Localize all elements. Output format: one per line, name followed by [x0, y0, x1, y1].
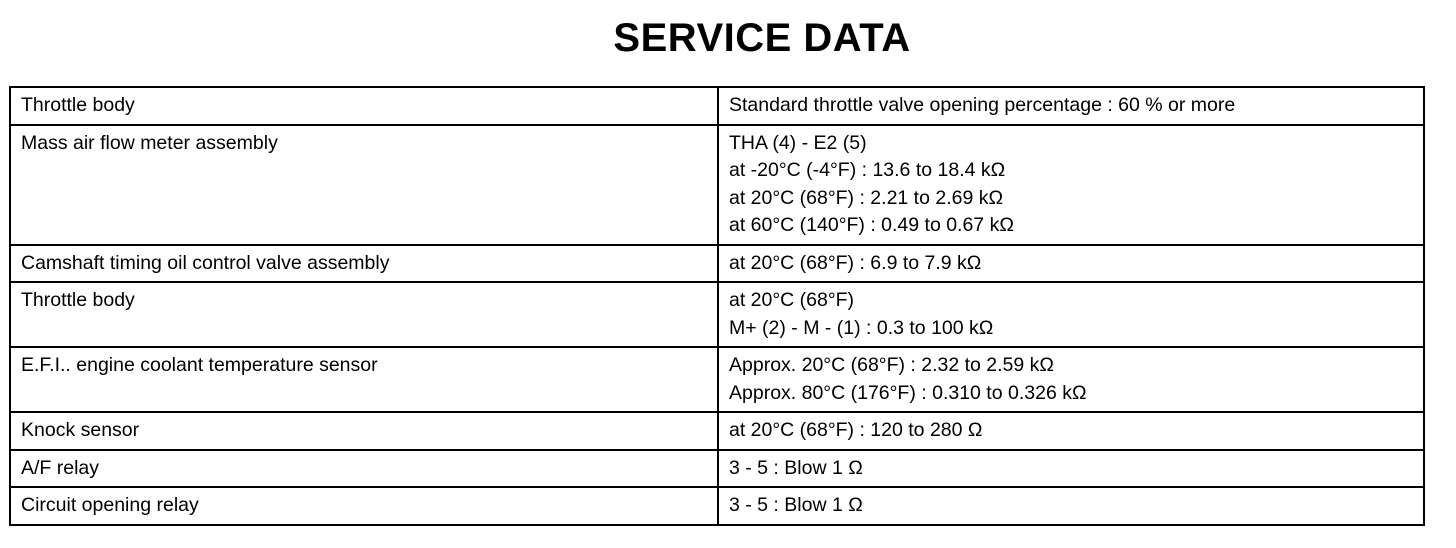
table-row	[10, 347, 1424, 412]
specification-line: 3 - 5 : Blow 1 Ω	[729, 494, 863, 516]
component-cell: A/F relay	[10, 450, 718, 488]
specification-line: at 20°C (68°F) : 2.21 to 2.69 kΩ	[729, 186, 1004, 209]
component-cell: Knock sensor	[10, 412, 718, 450]
table-row	[10, 245, 1424, 283]
specification-cell	[718, 412, 1424, 450]
specification-cell	[718, 450, 1424, 488]
component-cell: Circuit opening relay	[10, 487, 718, 525]
specification-line: M+ (2) - M - (1) : 0.3 to 100 kΩ	[729, 316, 994, 339]
table-row	[10, 487, 1424, 525]
specification-line: Approx. 80°C (176°F) : 0.310 to 0.326 kΩ	[729, 381, 1087, 404]
specification-line: THA (4) - E2 (5)	[729, 131, 867, 154]
component-cell: E.F.I.. engine coolant temperature sensor	[10, 347, 718, 412]
specification-line: at 20°C (68°F) : 120 to 280 Ω	[729, 419, 983, 441]
specification-line: at 20°C (68°F) : 6.9 to 7.9 kΩ	[729, 251, 982, 274]
specification-line: at 20°C (68°F)	[729, 289, 855, 311]
component-cell: Mass air flow meter assembly	[10, 125, 718, 245]
page-title: SERVICE DATA	[613, 16, 911, 60]
table-row	[10, 87, 1424, 125]
specification-line: at -20°C (-4°F) : 13.6 to 18.4 kΩ	[729, 159, 1006, 181]
specification-line: 3 - 5 : Blow 1 Ω	[729, 456, 863, 479]
specification-line: Standard throttle valve opening percentage : 60 % or more	[729, 94, 1236, 116]
component-cell: Throttle body	[10, 87, 718, 125]
specification-cell	[718, 282, 1424, 347]
table-row	[10, 125, 1424, 245]
specification-cell	[718, 347, 1424, 412]
table-row	[10, 450, 1424, 488]
specification-line: at 60°C (140°F) : 0.49 to 0.67 kΩ	[729, 214, 1014, 236]
table-row	[10, 282, 1424, 347]
component-cell: Camshaft timing oil control valve assembly	[10, 245, 718, 283]
specification-cell	[718, 245, 1424, 283]
service-data-table	[9, 86, 1425, 526]
component-cell: Throttle body	[10, 282, 718, 347]
specification-cell	[718, 125, 1424, 245]
specification-line: Approx. 20°C (68°F) : 2.32 to 2.59 kΩ	[729, 354, 1054, 376]
specification-cell	[718, 487, 1424, 525]
specification-cell	[718, 87, 1424, 125]
table-row	[10, 412, 1424, 450]
